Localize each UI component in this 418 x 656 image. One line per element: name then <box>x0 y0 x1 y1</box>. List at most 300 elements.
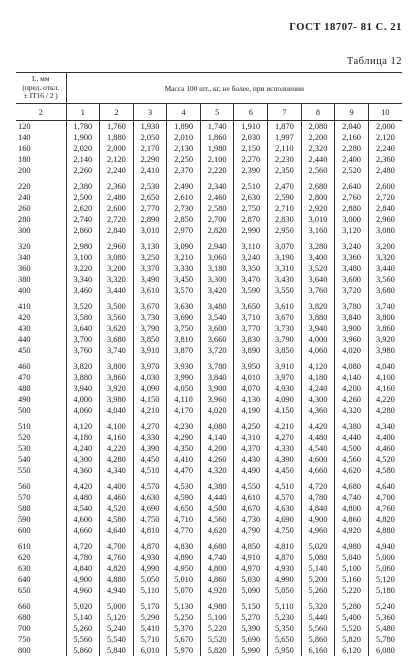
mass-cell: 3,770 <box>234 323 268 334</box>
mass-cell: 4,420 <box>301 416 335 432</box>
mass-cell: 2,740 <box>66 214 100 225</box>
mass-cell: 3,680 <box>100 334 134 345</box>
mass-cell: 4,620 <box>200 525 234 536</box>
mass-cell: 2,010 <box>167 132 201 143</box>
table-row <box>16 465 402 476</box>
length-cell: 200 <box>16 165 66 176</box>
mass-cell: 5,150 <box>234 596 268 612</box>
mass-cell: 4,720 <box>301 476 335 492</box>
mass-cell: 2,630 <box>234 192 268 203</box>
mass-cell: 5,220 <box>200 623 234 634</box>
mass-cell: 4,360 <box>66 465 100 476</box>
mass-cell: 4,780 <box>301 492 335 503</box>
mass-cell: 4,610 <box>234 492 268 503</box>
mass-cell: 4,000 <box>301 334 335 345</box>
table-row <box>16 432 402 443</box>
mass-cell: 5,010 <box>167 574 201 585</box>
mass-cell: 4,970 <box>234 563 268 574</box>
mass-cell: 3,520 <box>301 263 335 274</box>
mass-cell: 4,530 <box>167 476 201 492</box>
mass-cell: 4,150 <box>133 394 167 405</box>
length-cell: 590 <box>16 514 66 525</box>
mass-cell: 5,260 <box>301 585 335 596</box>
mass-cell: 4,960 <box>66 585 100 596</box>
mass-cell: 4,360 <box>301 405 335 416</box>
mass-cell: 3,120 <box>335 225 369 236</box>
mass-cell: 3,880 <box>66 372 100 383</box>
length-cell: 480 <box>16 383 66 394</box>
mass-cell: 4,510 <box>268 476 302 492</box>
mass-cell: 2,600 <box>368 176 402 192</box>
mass-cell: 3,690 <box>167 312 201 323</box>
mass-cell: 1,900 <box>66 132 100 143</box>
mass-cell: 4,440 <box>200 492 234 503</box>
mass-cell: 3,160 <box>301 225 335 236</box>
mass-cell: 5,080 <box>301 552 335 563</box>
mass-cell: 3,500 <box>100 296 134 312</box>
mass-cell: 4,700 <box>100 536 134 552</box>
mass-cell: 3,990 <box>167 372 201 383</box>
mass-cell: 4,100 <box>368 372 402 383</box>
length-cell: 410 <box>16 296 66 312</box>
mass-cell: 5,690 <box>234 634 268 645</box>
mass-cell: 3,180 <box>200 263 234 274</box>
mass-cell: 3,980 <box>368 345 402 356</box>
table-row <box>16 645 402 656</box>
mass-cell: 4,180 <box>301 372 335 383</box>
mass-cell: 3,660 <box>200 334 234 345</box>
mass-cell: 3,280 <box>301 236 335 252</box>
mass-cell: 3,350 <box>234 263 268 274</box>
mass-cell: 4,700 <box>368 492 402 503</box>
mass-cell: 4,840 <box>301 503 335 514</box>
mass-cell: 3,840 <box>335 312 369 323</box>
table-row <box>16 263 402 274</box>
table-row <box>16 323 402 334</box>
mass-cell: 4,310 <box>234 432 268 443</box>
mass-cell: 2,840 <box>368 203 402 214</box>
mass-cell: 4,870 <box>268 552 302 563</box>
length-cell: 340 <box>16 252 66 263</box>
table-row <box>16 476 402 492</box>
mass-cell: 2,290 <box>133 154 167 165</box>
length-cell: 460 <box>16 356 66 372</box>
mass-cell: 4,750 <box>268 525 302 536</box>
mass-cell: 4,480 <box>301 432 335 443</box>
mass-cell: 4,900 <box>66 574 100 585</box>
mass-cell: 3,950 <box>234 356 268 372</box>
mass-cell: 2,730 <box>167 203 201 214</box>
mass-cell: 5,030 <box>234 574 268 585</box>
length-cell: 240 <box>16 192 66 203</box>
mass-cell: 4,330 <box>268 443 302 454</box>
length-cell: 470 <box>16 372 66 383</box>
mass-cell: 2,650 <box>133 192 167 203</box>
variant-column-number: 2 <box>100 104 134 121</box>
table-row <box>16 236 402 252</box>
mass-cell: 2,000 <box>100 143 134 154</box>
length-cell: 570 <box>16 492 66 503</box>
mass-cell: 4,990 <box>268 574 302 585</box>
mass-cell: 3,360 <box>335 252 369 263</box>
table-row <box>16 416 402 432</box>
table-row <box>16 563 402 574</box>
mass-cell: 4,640 <box>100 525 134 536</box>
mass-cell: 4,290 <box>167 432 201 443</box>
mass-cell: 2,580 <box>200 203 234 214</box>
mass-cell: 4,770 <box>167 525 201 536</box>
mass-cell: 3,430 <box>268 274 302 285</box>
mass-cell: 2,320 <box>301 143 335 154</box>
table-row <box>16 585 402 596</box>
mass-cell: 3,400 <box>301 252 335 263</box>
length-cell: 300 <box>16 225 66 236</box>
table-row <box>16 596 402 612</box>
mass-cell: 5,560 <box>66 634 100 645</box>
length-cell: 640 <box>16 574 66 585</box>
mass-cell: 2,130 <box>167 143 201 154</box>
mass-cell: 4,030 <box>133 372 167 383</box>
mass-cell: 2,230 <box>268 154 302 165</box>
mass-cell: 3,640 <box>301 274 335 285</box>
mass-cell: 3,860 <box>368 323 402 334</box>
mass-cell: 2,850 <box>167 214 201 225</box>
mass-cell: 5,820 <box>335 634 369 645</box>
mass-table <box>16 72 402 656</box>
mass-cell: 1,980 <box>200 143 234 154</box>
mass-cell: 4,930 <box>268 563 302 574</box>
length-cell: 650 <box>16 585 66 596</box>
mass-cell: 5,410 <box>133 623 167 634</box>
mass-cell: 4,550 <box>234 476 268 492</box>
group-header: Масса 100 шт., кг, не более, при исполнении <box>66 73 402 104</box>
length-cell: 280 <box>16 214 66 225</box>
mass-cell: 3,730 <box>133 312 167 323</box>
mass-cell: 4,140 <box>335 372 369 383</box>
mass-cell: 2,040 <box>335 121 369 133</box>
mass-cell: 4,130 <box>234 394 268 405</box>
mass-cell: 4,600 <box>301 454 335 465</box>
mass-cell: 6,160 <box>301 645 335 656</box>
mass-cell: 4,260 <box>200 454 234 465</box>
mass-cell: 4,570 <box>133 476 167 492</box>
mass-cell: 3,820 <box>66 356 100 372</box>
mass-cell: 2,020 <box>66 143 100 154</box>
mass-cell: 4,520 <box>368 454 402 465</box>
mass-cell: 4,740 <box>335 492 369 503</box>
mass-cell: 3,610 <box>133 285 167 296</box>
mass-cell: 3,420 <box>200 285 234 296</box>
mass-cell: 3,830 <box>234 334 268 345</box>
mass-cell: 4,190 <box>234 405 268 416</box>
mass-cell: 3,240 <box>234 252 268 263</box>
variant-column-number: 9 <box>335 104 369 121</box>
mass-cell: 4,150 <box>268 405 302 416</box>
mass-cell: 4,660 <box>66 525 100 536</box>
mass-cell: 4,680 <box>200 536 234 552</box>
mass-cell: 2,440 <box>301 154 335 165</box>
mass-cell: 3,980 <box>100 394 134 405</box>
mass-cell: 2,950 <box>268 225 302 236</box>
mass-cell: 6,010 <box>133 645 167 656</box>
mass-cell: 5,250 <box>167 612 201 623</box>
mass-cell: 3,490 <box>133 274 167 285</box>
mass-cell: 4,930 <box>133 552 167 563</box>
mass-cell: 2,750 <box>234 203 268 214</box>
table-row <box>16 634 402 645</box>
mass-cell: 2,030 <box>234 132 268 143</box>
mass-cell: 4,670 <box>234 503 268 514</box>
mass-cell: 4,580 <box>100 514 134 525</box>
mass-cell: 4,810 <box>133 525 167 536</box>
mass-cell: 5,990 <box>234 645 268 656</box>
mass-cell: 4,450 <box>133 454 167 465</box>
mass-cell: 3,820 <box>301 296 335 312</box>
mass-cell: 1,760 <box>100 121 134 133</box>
mass-cell: 3,080 <box>100 252 134 263</box>
mass-cell: 2,110 <box>268 143 302 154</box>
mass-cell: 4,320 <box>335 405 369 416</box>
mass-cell: 3,110 <box>234 236 268 252</box>
mass-cell: 4,220 <box>100 443 134 454</box>
mass-cell: 5,100 <box>200 612 234 623</box>
mass-cell: 4,810 <box>268 536 302 552</box>
mass-cell: 5,110 <box>268 596 302 612</box>
mass-cell: 2,400 <box>335 154 369 165</box>
mass-cell: 4,790 <box>234 525 268 536</box>
mass-cell: 5,820 <box>200 645 234 656</box>
corner-label: L, мм (пред. откл. ± IT16 / 2 ) <box>16 73 66 104</box>
mass-cell: 3,900 <box>335 323 369 334</box>
variant-column-number: 1 <box>66 104 100 121</box>
mass-cell: 2,120 <box>100 154 134 165</box>
mass-cell: 2,960 <box>368 214 402 225</box>
mass-cell: 3,760 <box>66 345 100 356</box>
mass-cell: 3,970 <box>133 356 167 372</box>
mass-cell: 2,200 <box>301 132 335 143</box>
variant-column-number: 3 <box>133 104 167 121</box>
mass-cell: 5,110 <box>133 585 167 596</box>
mass-cell: 2,080 <box>301 121 335 133</box>
mass-cell: 2,100 <box>200 154 234 165</box>
mass-cell: 4,690 <box>133 503 167 514</box>
mass-cell: 5,050 <box>133 574 167 585</box>
mass-cell: 4,630 <box>133 492 167 503</box>
mass-cell: 5,520 <box>200 634 234 645</box>
mass-cell: 2,390 <box>234 165 268 176</box>
length-cell: 600 <box>16 525 66 536</box>
mass-cell: 2,640 <box>335 176 369 192</box>
mass-cell: 3,450 <box>167 274 201 285</box>
mass-cell: 1,890 <box>167 121 201 133</box>
mass-cell: 3,370 <box>133 263 167 274</box>
mass-cell: 5,020 <box>301 536 335 552</box>
mass-cell: 3,760 <box>301 285 335 296</box>
length-cell: 180 <box>16 154 66 165</box>
mass-cell: 2,870 <box>234 214 268 225</box>
mass-cell: 4,320 <box>200 465 234 476</box>
mass-cell: 4,440 <box>335 432 369 443</box>
mass-cell: 3,590 <box>234 285 268 296</box>
length-cell: 360 <box>16 263 66 274</box>
mass-cell: 4,640 <box>368 476 402 492</box>
mass-cell: 4,070 <box>234 383 268 394</box>
mass-cell: 3,870 <box>167 345 201 356</box>
mass-cell: 3,250 <box>133 252 167 263</box>
mass-cell: 4,450 <box>268 465 302 476</box>
mass-cell: 3,900 <box>200 383 234 394</box>
table-row <box>16 514 402 525</box>
mass-cell: 4,490 <box>234 465 268 476</box>
mass-cell: 3,320 <box>100 274 134 285</box>
mass-cell: 4,570 <box>268 492 302 503</box>
mass-cell: 4,390 <box>133 443 167 454</box>
mass-cell: 4,230 <box>167 416 201 432</box>
table-row <box>16 225 402 236</box>
length-cell: 520 <box>16 432 66 443</box>
mass-cell: 2,920 <box>301 203 335 214</box>
table-row <box>16 334 402 345</box>
mass-cell: 3,440 <box>100 285 134 296</box>
mass-cell: 4,980 <box>335 536 369 552</box>
mass-cell: 1,870 <box>268 121 302 133</box>
table-row <box>16 285 402 296</box>
mass-cell: 3,940 <box>66 383 100 394</box>
mass-cell: 5,180 <box>368 585 402 596</box>
mass-cell: 4,920 <box>200 585 234 596</box>
mass-cell: 4,060 <box>66 405 100 416</box>
mass-cell: 5,020 <box>66 596 100 612</box>
table-row <box>16 383 402 394</box>
mass-cell: 4,680 <box>335 476 369 492</box>
mass-cell: 4,720 <box>66 536 100 552</box>
mass-cell: 4,400 <box>100 476 134 492</box>
mass-cell: 2,700 <box>200 214 234 225</box>
mass-cell: 4,920 <box>335 525 369 536</box>
table-row <box>16 165 402 176</box>
mass-cell: 3,800 <box>368 312 402 323</box>
mass-cell: 3,200 <box>368 236 402 252</box>
mass-cell: 2,340 <box>200 176 234 192</box>
mass-cell: 1,880 <box>100 132 134 143</box>
mass-cell: 3,720 <box>200 345 234 356</box>
mass-cell: 3,240 <box>335 236 369 252</box>
mass-cell: 4,910 <box>234 552 268 563</box>
mass-cell: 3,010 <box>133 225 167 236</box>
mass-cell: 3,540 <box>200 312 234 323</box>
mass-cell: 2,150 <box>234 143 268 154</box>
mass-cell: 2,220 <box>200 165 234 176</box>
mass-cell: 4,390 <box>268 454 302 465</box>
mass-cell: 4,160 <box>368 383 402 394</box>
mass-cell: 2,760 <box>335 192 369 203</box>
mass-cell: 3,550 <box>268 285 302 296</box>
mass-cell: 2,170 <box>133 143 167 154</box>
mass-cell: 5,540 <box>100 634 134 645</box>
length-cell: 450 <box>16 345 66 356</box>
length-cell: 380 <box>16 274 66 285</box>
mass-cell: 5,000 <box>100 596 134 612</box>
length-cell: 580 <box>16 503 66 514</box>
mass-cell: 5,050 <box>268 585 302 596</box>
mass-cell: 5,860 <box>301 634 335 645</box>
mass-cell: 4,280 <box>368 405 402 416</box>
mass-cell: 3,890 <box>234 345 268 356</box>
mass-cell: 4,870 <box>133 536 167 552</box>
mass-cell: 3,320 <box>368 252 402 263</box>
mass-cell: 2,960 <box>100 236 134 252</box>
table-row <box>16 356 402 372</box>
mass-cell: 5,000 <box>368 552 402 563</box>
mass-cell: 4,090 <box>133 383 167 394</box>
mass-cell: 5,350 <box>268 623 302 634</box>
mass-cell: 4,340 <box>368 416 402 432</box>
table-row <box>16 345 402 356</box>
mass-cell: 4,060 <box>301 345 335 356</box>
mass-cell: 3,640 <box>66 323 100 334</box>
mass-cell: 3,210 <box>167 252 201 263</box>
mass-cell: 5,260 <box>66 623 100 634</box>
mass-cell: 4,730 <box>234 514 268 525</box>
mass-cell: 3,570 <box>167 285 201 296</box>
mass-cell: 4,830 <box>167 536 201 552</box>
mass-cell: 3,600 <box>335 274 369 285</box>
mass-cell: 4,740 <box>200 552 234 563</box>
mass-cell: 3,340 <box>66 274 100 285</box>
mass-cell: 4,020 <box>335 345 369 356</box>
variant-column-number: 5 <box>200 104 234 121</box>
mass-cell: 4,300 <box>301 394 335 405</box>
mass-cell: 3,100 <box>66 252 100 263</box>
table-row <box>16 176 402 192</box>
mass-cell: 3,970 <box>268 372 302 383</box>
mass-cell: 4,500 <box>200 503 234 514</box>
mass-cell: 4,820 <box>368 514 402 525</box>
mass-cell: 5,140 <box>301 563 335 574</box>
column-number-row <box>16 104 402 121</box>
table-row <box>16 443 402 454</box>
table-row <box>16 154 402 165</box>
mass-cell: 5,240 <box>368 596 402 612</box>
mass-cell: 5,370 <box>167 623 201 634</box>
mass-cell: 5,290 <box>133 612 167 623</box>
mass-cell: 2,600 <box>100 203 134 214</box>
mass-cell: 4,540 <box>66 503 100 514</box>
mass-cell: 4,220 <box>368 394 402 405</box>
mass-cell: 4,940 <box>368 536 402 552</box>
mass-cell: 5,070 <box>167 585 201 596</box>
mass-cell: 4,080 <box>335 356 369 372</box>
mass-cell: 3,480 <box>335 263 369 274</box>
table-row <box>16 192 402 203</box>
mass-cell: 4,410 <box>167 454 201 465</box>
mass-cell: 4,160 <box>100 432 134 443</box>
mass-cell: 2,710 <box>268 203 302 214</box>
mass-cell: 2,360 <box>368 154 402 165</box>
table-label: Таблица 12 <box>347 56 402 67</box>
mass-cell: 4,480 <box>66 492 100 503</box>
mass-cell: 5,520 <box>335 623 369 634</box>
mass-cell: 1,740 <box>200 121 234 133</box>
table-row <box>16 623 402 634</box>
mass-cell: 2,720 <box>100 214 134 225</box>
mass-cell: 4,240 <box>301 383 335 394</box>
mass-cell: 5,060 <box>368 563 402 574</box>
table-row <box>16 612 402 623</box>
mass-cell: 3,330 <box>167 263 201 274</box>
mass-cell: 3,790 <box>133 323 167 334</box>
mass-cell: 2,680 <box>301 176 335 192</box>
